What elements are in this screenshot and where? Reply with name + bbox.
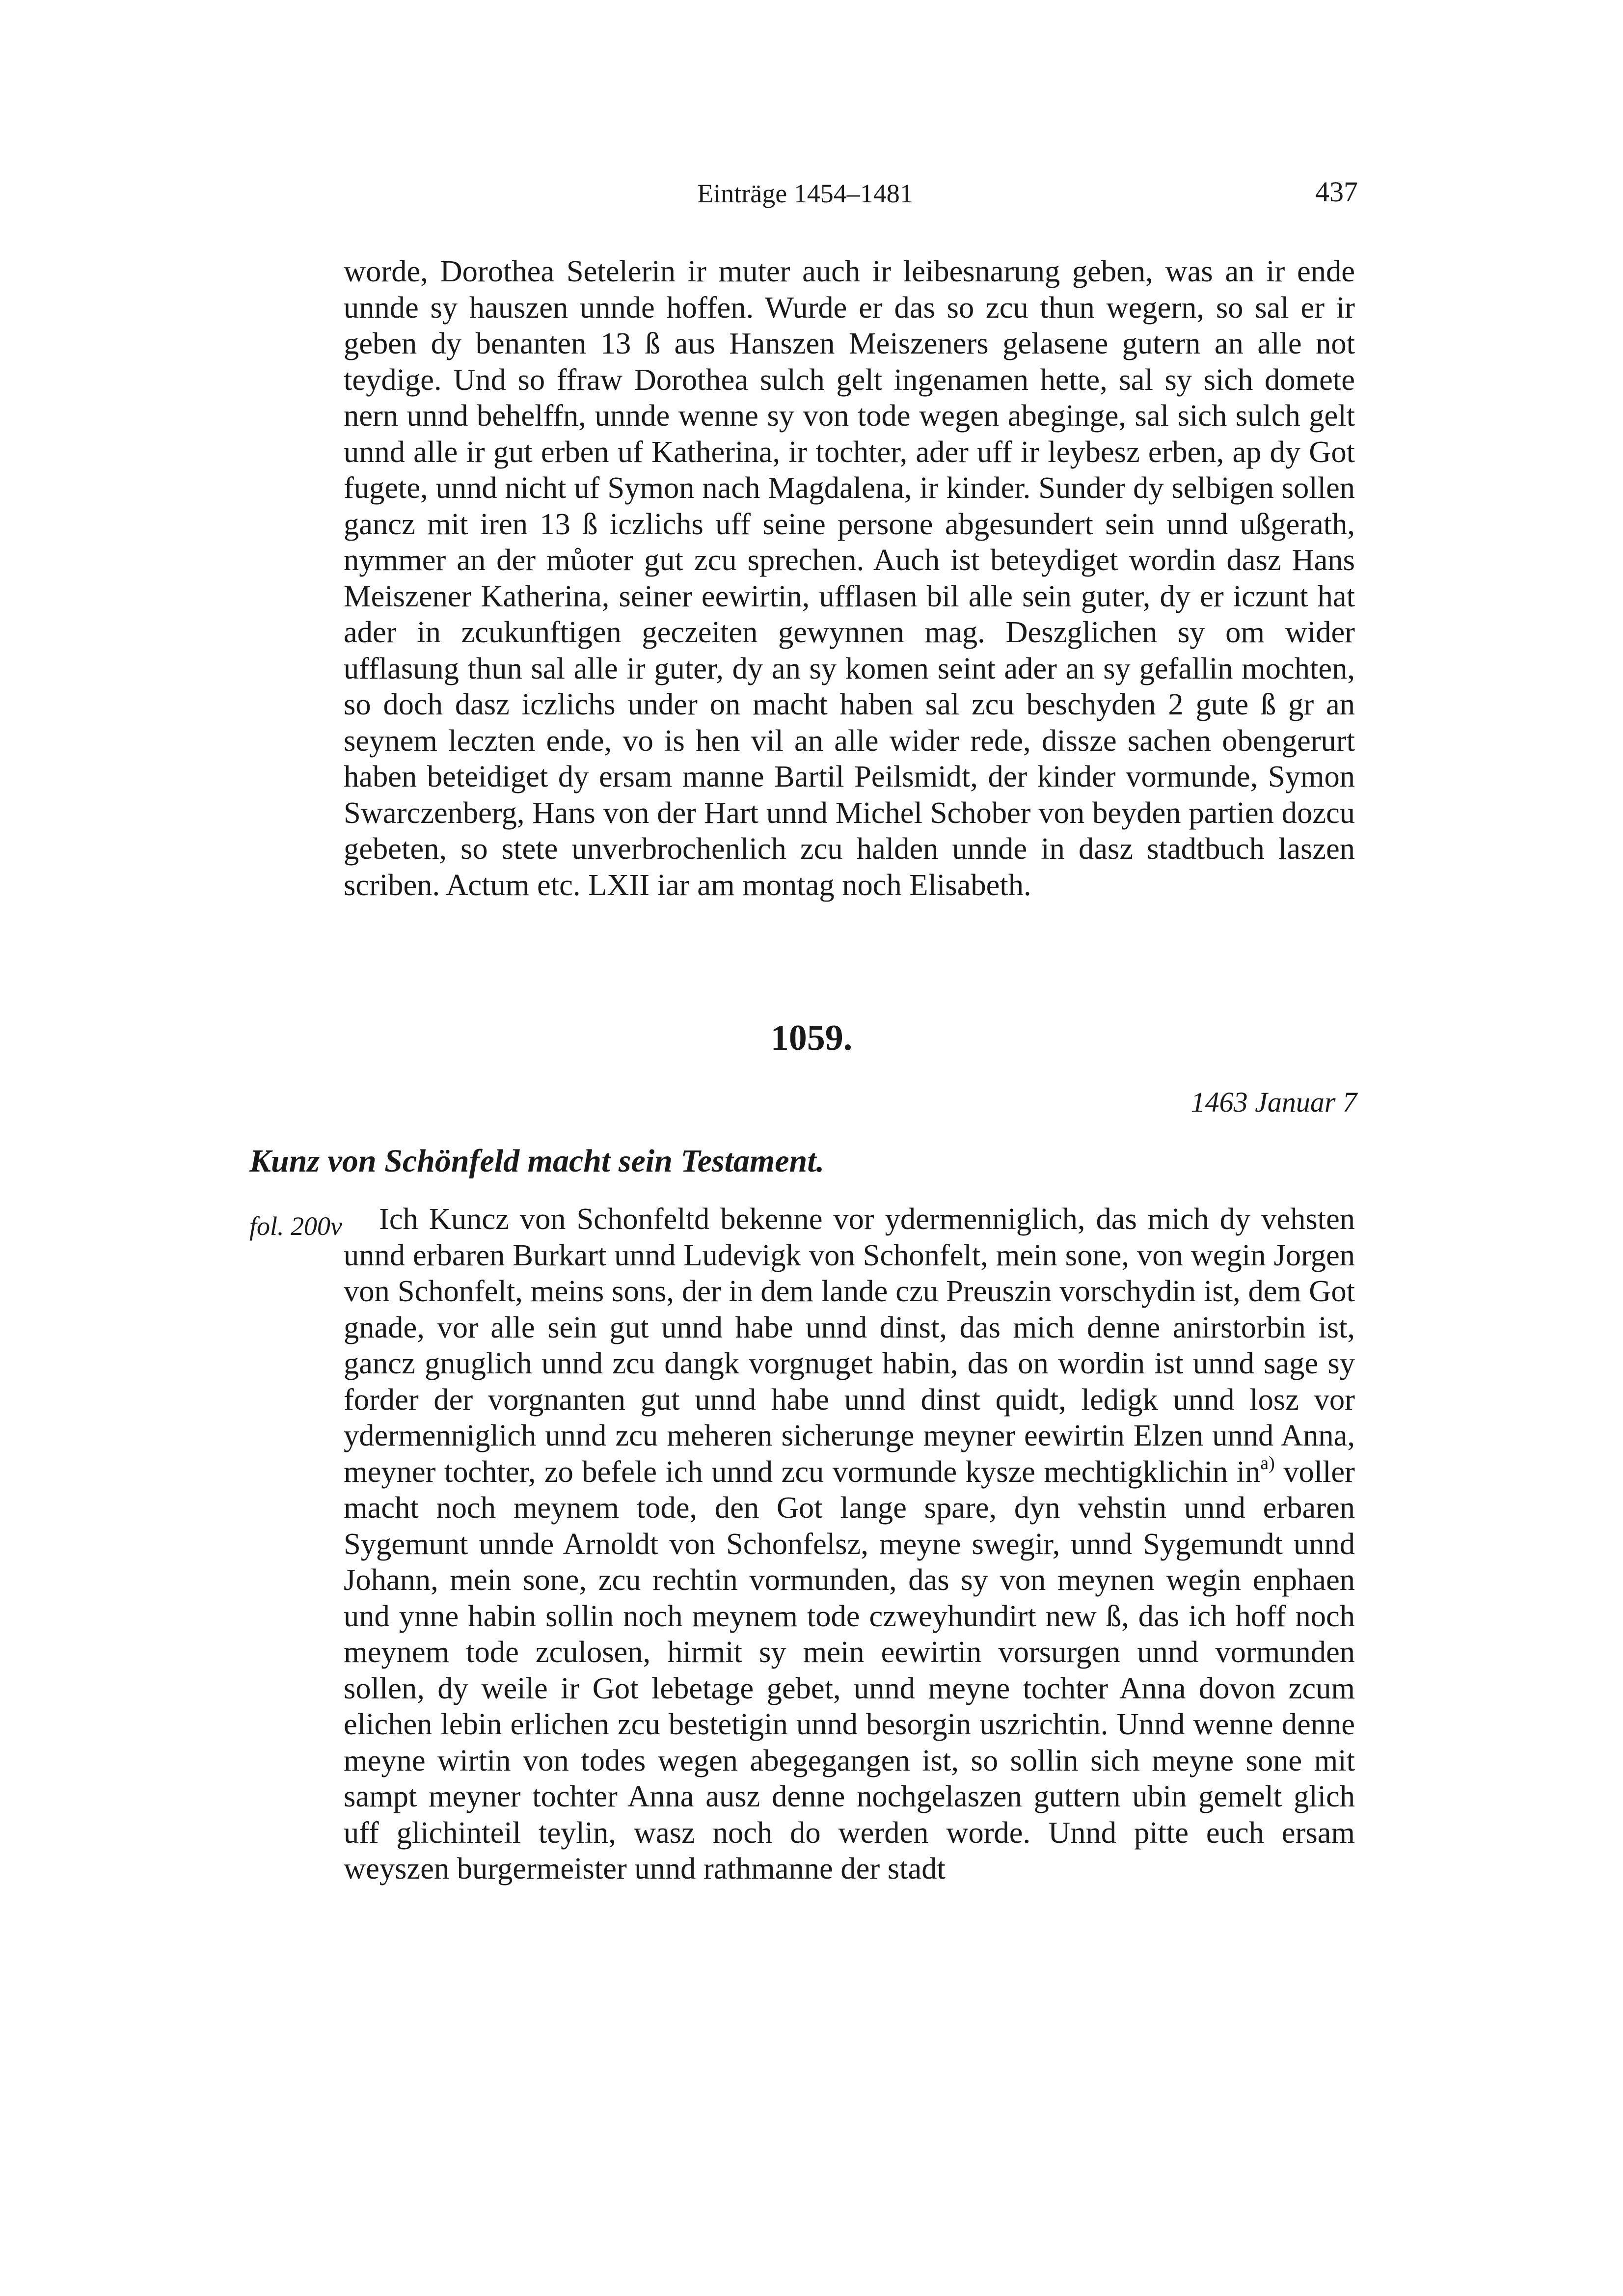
entry-number: 1059. [770, 1018, 853, 1058]
running-title: Einträge 1454–1481 [697, 179, 913, 208]
entry-date: 1463 Januar 7 [1190, 1086, 1357, 1118]
folio-marginal-note: fol. 200v [249, 1211, 342, 1241]
entry-text-part-2: voller macht noch meynem tode, den Got lange spare, dyn vehstin unnd erbaren Sygemunt unnde Arnoldt von Schonfelsz, meyne swegir, unnd Sygemundt unnd Johann, mein sone, zcu rechtin vormunden, das sy von meynen wegin enphaen und ynne habin sollin noch meynem tode czweyhundirt new ß, das ich hoff noch meynem tode zculosen, hirmit sy mein eewirtin vorsurgen unnd vormunden sollen, dy weile ir Got lebetage gebet, unnd meyne tochter Anna dovon zcum elichen lebin erlichen zcu bestetigin unnd besorgin uszrichtin. Unnd wenne denne meyne wirtin von todes wegen abegegangen ist, so sollin sich meyne sone mit sampt meyner tochter Anna ausz denne nochgelaszen guttern ubin gemelt glich uff glichinteil teylin, wasz noch do werden worde. Unnd pitte euch ersam weyszen burgermeister unnd rathmanne der stadt [344, 1454, 1355, 1886]
entry-text-part-1: Ich Kuncz von Schonfeltd bekenne vor ydermenniglich, das mich dy vehsten unnd erbaren Burkart unnd Ludevigk von Schonfelt, mein sone, von wegin Jorgen von Schonfelt, meins sons, der in dem lande czu Preuszin vorschydin ist, dem Got gnade, vor alle sein gut unnd habe unnd dinst, das mich denne anirstorbin ist, gancz gnuglich unnd zcu dangk vorgnuget habin, das on wordin ist unnd sage sy forder der vorgnanten gut unnd habe unnd dinst quidt, ledigk unnd losz vor ydermenniglich unnd zcu meheren sicherunge meyner eewirtin Elzen unnd Anna, meyner tochter, zo befele ich unnd zcu vormunde kysze mechtigklichin in [344, 1202, 1355, 1489]
footnote-mark: a) [1260, 1452, 1275, 1474]
entry-text [344, 1201, 1355, 1887]
continued-entry-text: worde, Dorothea Setelerin ir muter auch ir leibesnarung geben, was an ir ende unnde sy hauszen unnde hoffen. Wurde er das so zcu thun wegern, so sal er ir geben dy benanten 13 ß aus Hanszen Meiszeners gelasene gutern an alle not teydige. Und so ffraw Dorothea sulch gelt ingenamen hette, sal sy sich domete nern unnd behelffn, unnde wenne sy von tode wegen abeginge, sal sich sulch gelt unnd alle ir gut erben uf Katherina, ir tochter, ader uff ir leybesz erben, ap dy Got fugete, unnd nicht uf Symon nach Magdalena, ir kinder. Sunder dy selbigen sollen gancz mit iren 13 ß iczlichs uff seine persone abgesundert sein unnd ußgerath, nymmer an der můoter gut zcu sprechen. Auch ist beteydiget wordin dasz Hans Meiszener Katherina, seiner eewirtin, ufflasen bil alle sein guter, dy er iczunt hat ader in zcukunftigen geczeiten gewynnen mag. Deszglichen sy om wider ufflasung thun sal alle ir guter, dy an sy komen seint ader an sy gefallin mochten, so doch dasz iczlichs under on macht haben sal zcu beschyden 2 gute ß gr an seynem leczten ende, vo is hen vil an alle wider rede, dissze sachen obengerurt haben beteidiget dy ersam manne Bartil Peilsmidt, der kinder vormunde, Symon Swarczenberg, Hans von der Hart unnd Michel Schober von beyden partien dozcu gebeten, so stete unverbrochenlich zcu halden unnde in dasz stadtbuch laszen scriben. Actum etc. LXII iar am montag noch Elisabeth. [344, 254, 1355, 902]
entry-title: Kunz von Schönfeld macht sein Testament. [249, 1143, 825, 1179]
page-number: 437 [1315, 176, 1358, 208]
